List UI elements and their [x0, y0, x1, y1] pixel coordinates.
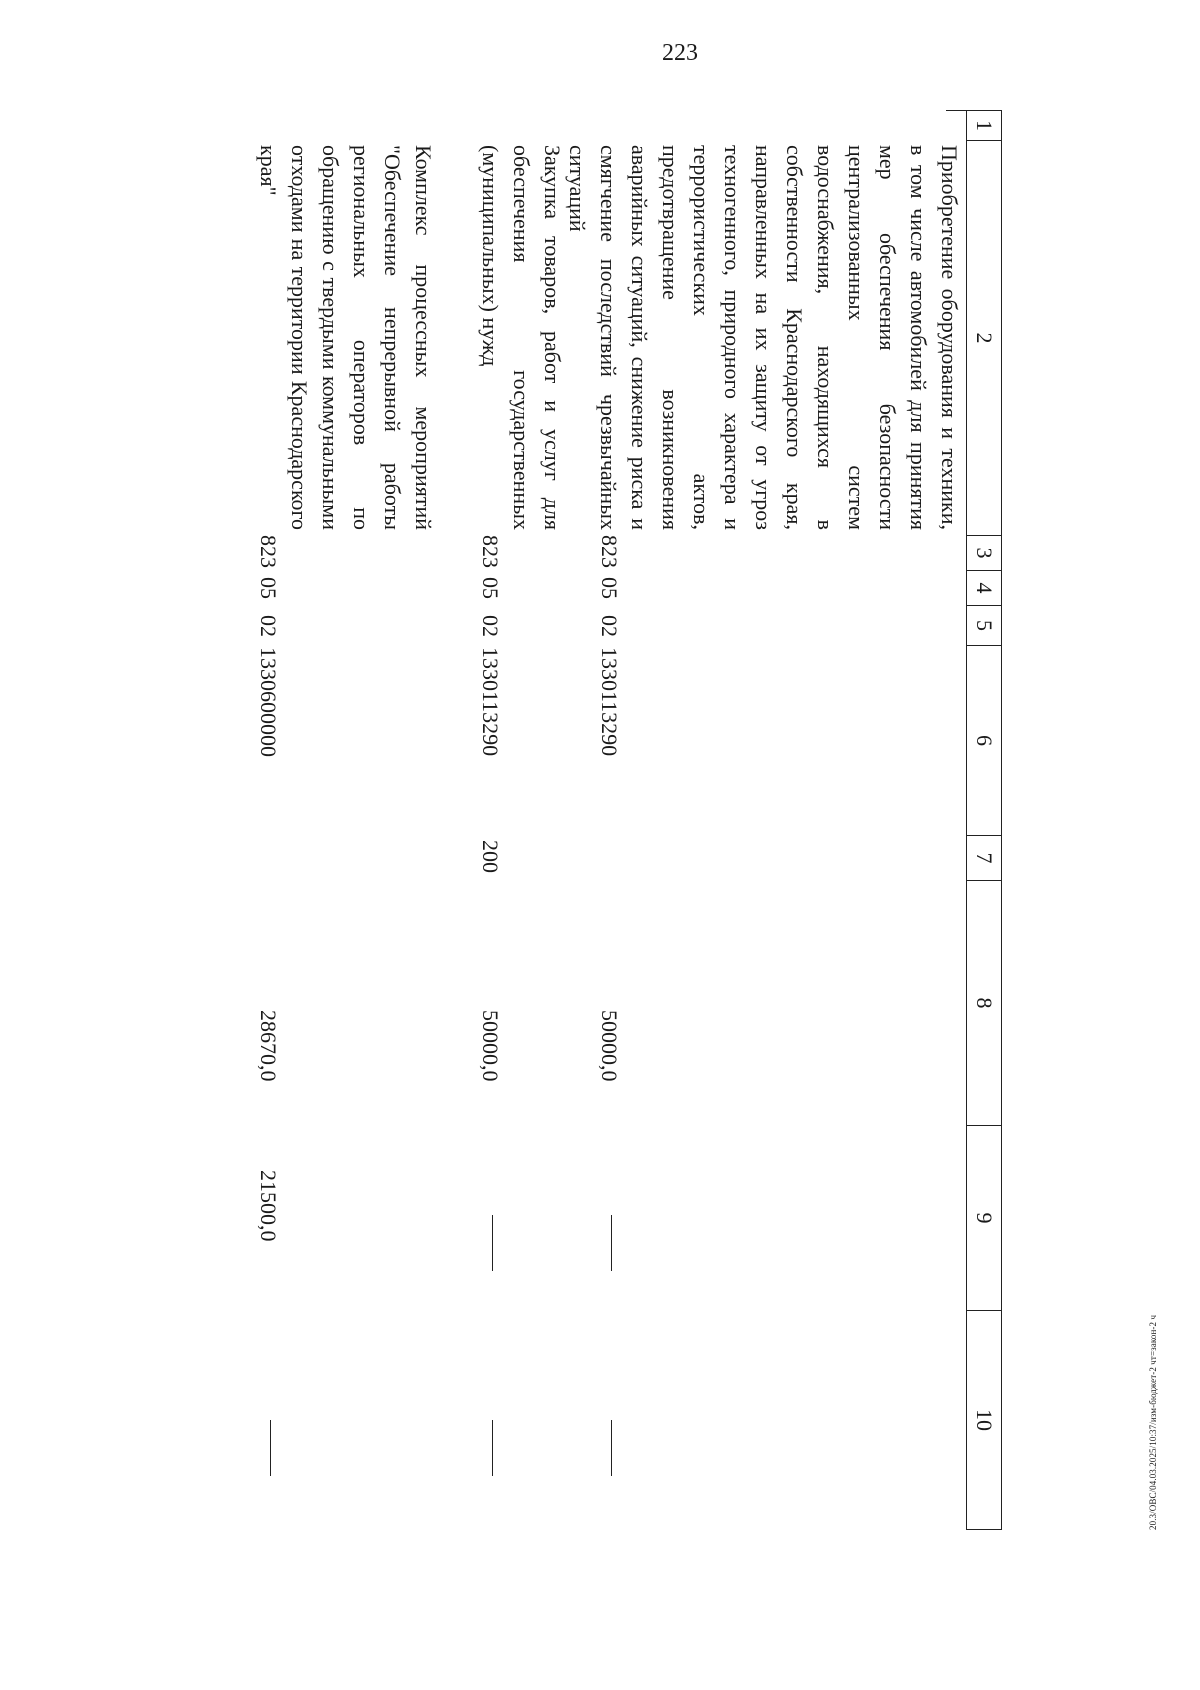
row-1-description: Приобретение оборудования и техники, в том числе автомобилей для принятия мер обеспечения безопасности централизованных систем водоснабжения, находящихся в собственности Краснодарского края, направленных на их защиту от угроз техногенного, природного характера и террористических актов, предотвращение возникновения аварийных ситуаций, снижение риска и смягчение последствий чрезвычайных ситуаций: [565, 145, 962, 530]
row-3-col9: 21500,0: [256, 1170, 281, 1242]
row-3-col3: 823: [256, 535, 281, 568]
document-footer-code: 20.3/ОВС/04.03.2025/10:37/изм-бюджет-2 чт=закон-2 ч: [1148, 1314, 1158, 1530]
row-1-col10-dash: [611, 1420, 612, 1476]
row-1-col9-dash: [611, 1215, 612, 1271]
header-col-4: 4: [967, 571, 1001, 606]
row-1-col6: 1330113290: [597, 647, 622, 757]
row-2-col7: 200: [478, 840, 503, 873]
row-2-col3: 823: [478, 535, 503, 568]
budget-table: [182, 110, 1002, 1530]
header-col-6: 6: [967, 646, 1001, 836]
page-number: 223: [662, 40, 698, 66]
table-header-row: [966, 110, 1002, 1530]
row-3-col5: 02: [256, 615, 281, 637]
header-col-7: 7: [967, 836, 1001, 881]
row-1-col4: 05: [597, 577, 622, 599]
row-3-col6: 1330600000: [256, 647, 281, 757]
header-col-1: 1: [967, 111, 1001, 141]
row-1-col5: 02: [597, 615, 622, 637]
row-2-col4: 05: [478, 577, 503, 599]
row-3-col4: 05: [256, 577, 281, 599]
header-col-2: 2: [967, 141, 1001, 536]
header-col-5: 5: [967, 606, 1001, 646]
row-1-col8: 50000,0: [597, 1010, 622, 1082]
table-left-rule: [946, 110, 966, 111]
row-2-col9-dash: [492, 1215, 493, 1271]
header-col-10: 10: [972, 1409, 997, 1431]
header-col-8: 8: [967, 881, 1001, 1126]
row-2-col10-dash: [492, 1420, 493, 1476]
row-1-col3: 823: [597, 535, 622, 568]
row-2-col6: 1330113290: [478, 647, 503, 757]
row-3-col10-dash: [270, 1420, 271, 1476]
row-3-description: Комплекс процессных мероприятий "Обеспечение непрерывной работы региональных операторов по обращению с твердыми коммунальными отходами на территории Краснодарского края": [256, 145, 436, 530]
row-2-col8: 50000,0: [478, 1010, 503, 1082]
header-col-3: 3: [967, 536, 1001, 571]
header-col-9: 9: [967, 1126, 1001, 1311]
row-3-col8: 28670,0: [256, 1010, 281, 1082]
row-2-description: Закупка товаров, работ и услуг для обеспечения государственных (муниципальных) нужд: [478, 145, 565, 530]
row-2-col5: 02: [478, 615, 503, 637]
